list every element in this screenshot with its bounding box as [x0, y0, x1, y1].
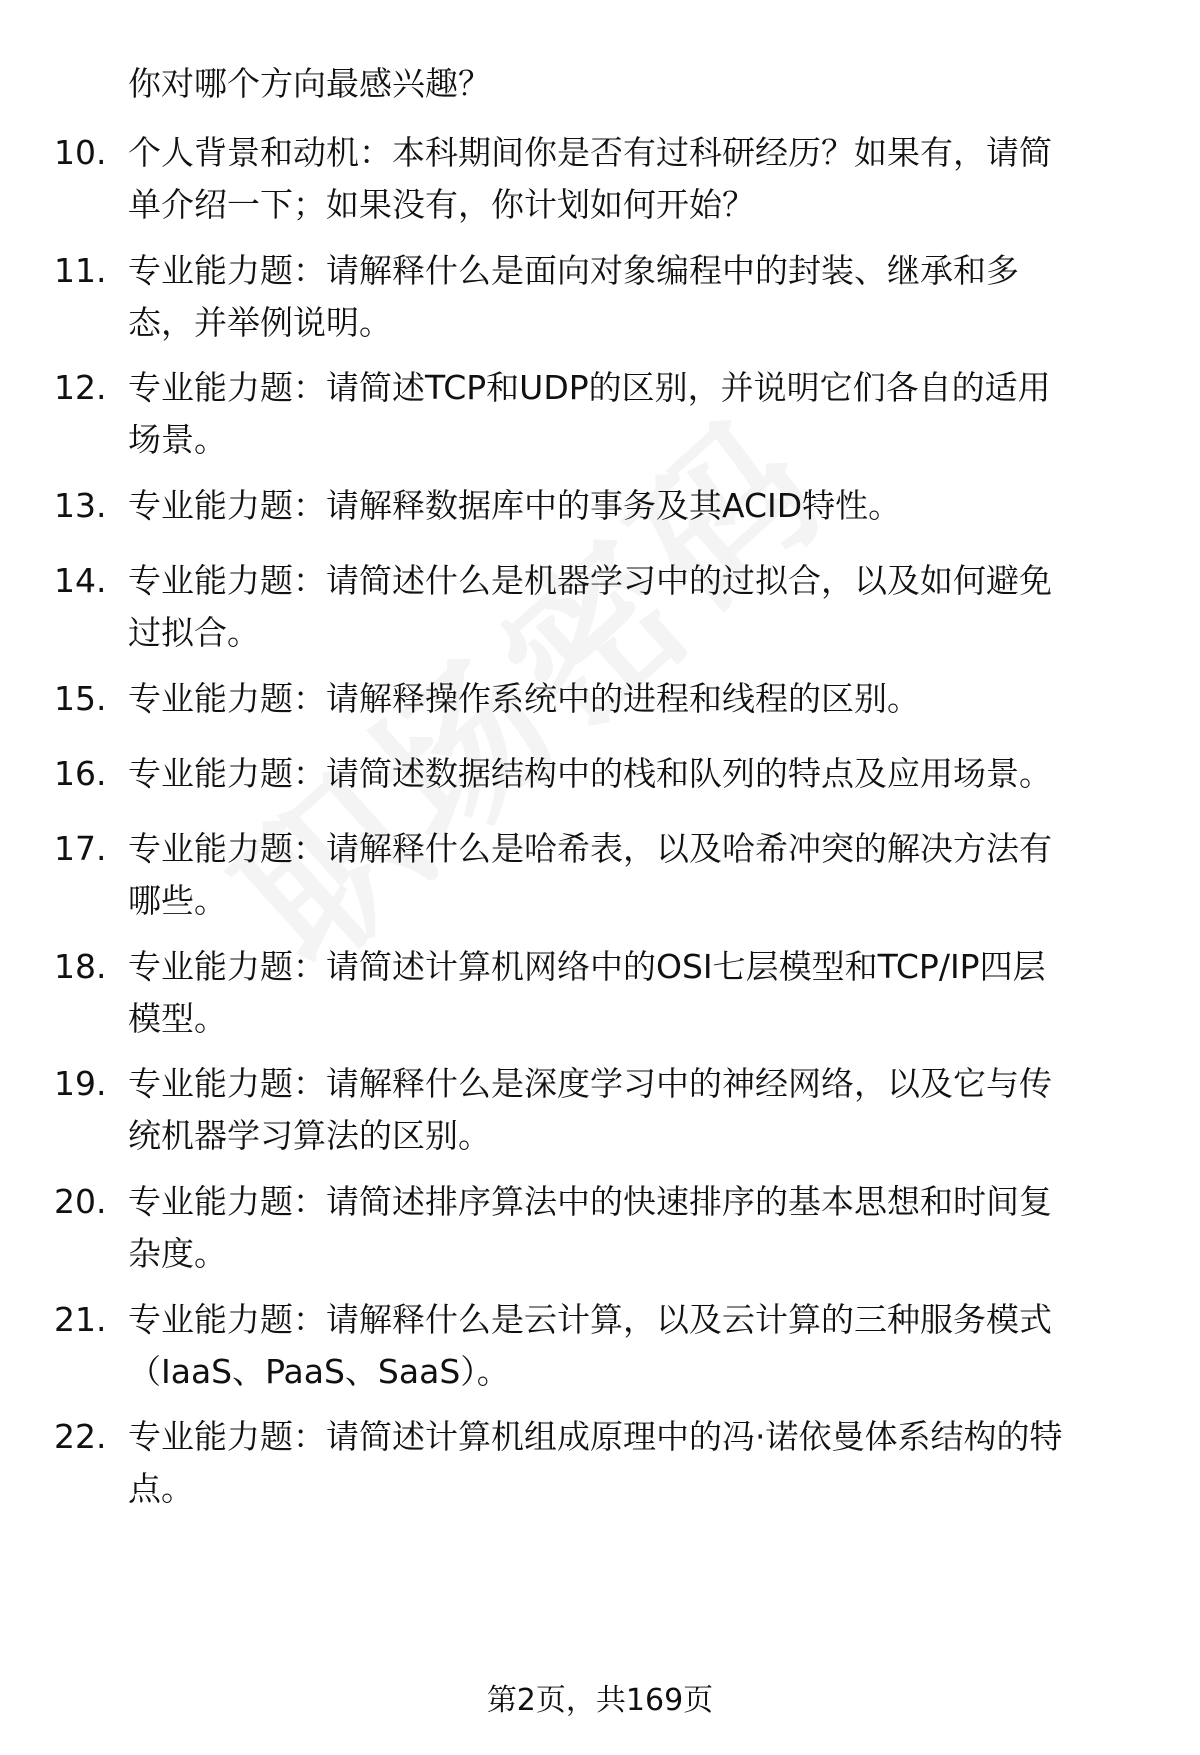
item-number: 12. — [54, 368, 107, 407]
item-text: 专业能力题：请解释什么是哈希表，以及哈希冲突的解决方法有 哪些。 — [128, 829, 1052, 920]
item-text: 专业能力题：请解释什么是云计算，以及云计算的三种服务模式 （IaaS、PaaS、SaaS）。 — [128, 1300, 1052, 1391]
item-text: 专业能力题：请解释什么是面向对象编程中的封装、继承和多 态，并举例说明。 — [128, 251, 1019, 342]
item-text: 专业能力题：请解释操作系统中的进程和线程的区别。 — [128, 679, 920, 718]
item-text: 专业能力题：请简述计算机网络中的OSI七层模型和TCP/IP四层 模型。 — [128, 947, 1046, 1038]
item-text: 专业能力题：请解释什么是深度学习中的神经网络，以及它与传 统机器学习算法的区别。 — [128, 1064, 1052, 1155]
item-text: 专业能力题：请简述什么是机器学习中的过拟合，以及如何避免 过拟合。 — [128, 561, 1052, 652]
item-text: 专业能力题：请简述数据结构中的栈和队列的特点及应用场景。 — [128, 754, 1052, 793]
item-number: 17. — [54, 829, 107, 868]
item-number: 21. — [54, 1300, 107, 1339]
item-number: 11. — [54, 251, 107, 290]
item-text: 个人背景和动机：本科期间你是否有过科研经历？如果有，请简 单介绍一下；如果没有，你计划如何开始？ — [128, 133, 1052, 224]
page-footer: 第2页，共169页 — [486, 1683, 714, 1718]
item-text: 专业能力题：请简述计算机组成原理中的冯·诺依曼体系结构的特 点。 — [128, 1417, 1063, 1508]
item-number: 15. — [54, 679, 107, 718]
continued-question-text: 你对哪个方向最感兴趣？ — [128, 64, 491, 103]
item-text: 专业能力题：请简述排序算法中的快速排序的基本思想和时间复 杂度。 — [128, 1182, 1052, 1273]
item-number: 10. — [54, 133, 107, 172]
item-number: 22. — [54, 1417, 107, 1456]
item-number: 18. — [54, 947, 107, 986]
item-text: 专业能力题：请解释数据库中的事务及其ACID特性。 — [128, 486, 902, 525]
item-number: 16. — [54, 754, 107, 793]
item-text: 专业能力题：请简述TCP和UDP的区别，并说明它们各自的适用 场景。 — [128, 368, 1051, 459]
item-number: 20. — [54, 1182, 107, 1221]
item-number: 19. — [54, 1064, 107, 1103]
item-number: 14. — [54, 561, 107, 600]
item-number: 13. — [54, 486, 107, 525]
